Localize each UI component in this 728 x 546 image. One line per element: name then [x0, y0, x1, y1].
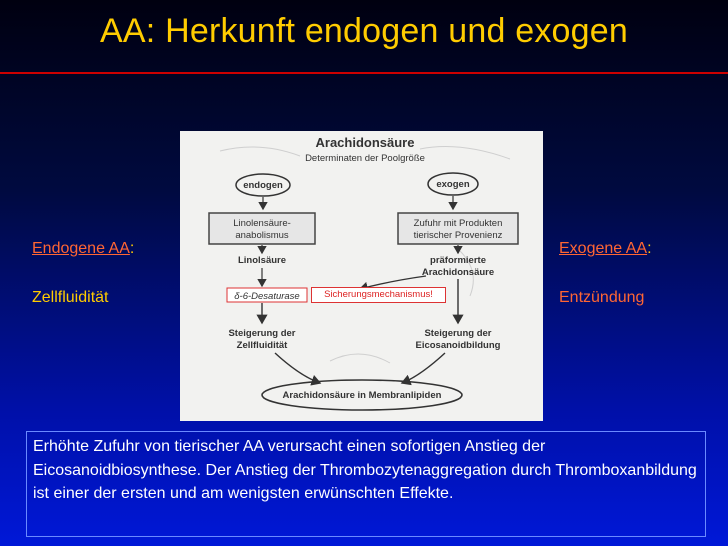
- endogenous-heading: Endogene AA: [32, 240, 130, 257]
- desaturase-text: δ-6-Desaturase: [234, 291, 300, 302]
- steig-zell-line1: Steigerung der: [228, 328, 296, 339]
- steig-zell-line2: Zellfluidität: [236, 340, 288, 351]
- exogenous-effect-text: Entzündung: [559, 289, 645, 306]
- exogenous-colon: :: [647, 240, 652, 257]
- figure-subtitle: Determinaten der Poolgröße: [305, 153, 425, 164]
- exogen-text: exogen: [436, 179, 470, 190]
- endogenous-label: [32, 240, 134, 258]
- safety-mechanism-note: Sicherungsmechanismus!: [311, 287, 446, 303]
- diagram-canvas: [180, 131, 543, 421]
- endogenous-colon: :: [129, 240, 135, 257]
- zufuhr-line2: tierischer Provenienz: [413, 230, 503, 241]
- membran-text: Arachidonsäure in Membranlipiden: [282, 390, 442, 401]
- slide-title: AA: Herkunft endogen und exogen: [100, 12, 628, 50]
- linolen-line2: anabolismus: [235, 230, 289, 241]
- endogenous-effect-text: Zellfluidität: [32, 289, 109, 306]
- title-divider: [0, 72, 728, 74]
- linolen-line1: Linolensäure-: [233, 218, 291, 229]
- endogenous-effect: [32, 289, 108, 307]
- exogenous-effect: [559, 289, 644, 307]
- steig-eico-line1: Steigerung der: [424, 328, 492, 339]
- zufuhr-line1: Zufuhr mit Produkten: [413, 218, 503, 229]
- arachidonic-acid-diagram: [180, 131, 543, 421]
- exogenous-heading: Exogene AA: [559, 240, 648, 257]
- footer-textbox: Erhöhte Zufuhr von tierischer AA verursacht einen sofortigen Anstieg der Eicosanoidbiosynthese. Der Anstieg der Thrombozytenaggregation durch Thromboxanbildung ist einer der ersten und am wenigsten erwünschten Effekte.: [26, 431, 706, 537]
- exogenous-label: [559, 240, 652, 258]
- arrow-zell-to-membran: [275, 353, 320, 383]
- praeformiert-line2: Arachidonsäure: [421, 267, 495, 278]
- figure-title: Arachidonsäure: [315, 135, 415, 150]
- steig-eico-line2: Eicosanoidbildung: [415, 340, 501, 351]
- praeformiert-line1: präformierte: [430, 255, 486, 266]
- arrow-eico-to-membran: [402, 353, 445, 383]
- endogen-text: endogen: [243, 180, 283, 191]
- linolsaeure-text: Linolsäure: [237, 255, 287, 266]
